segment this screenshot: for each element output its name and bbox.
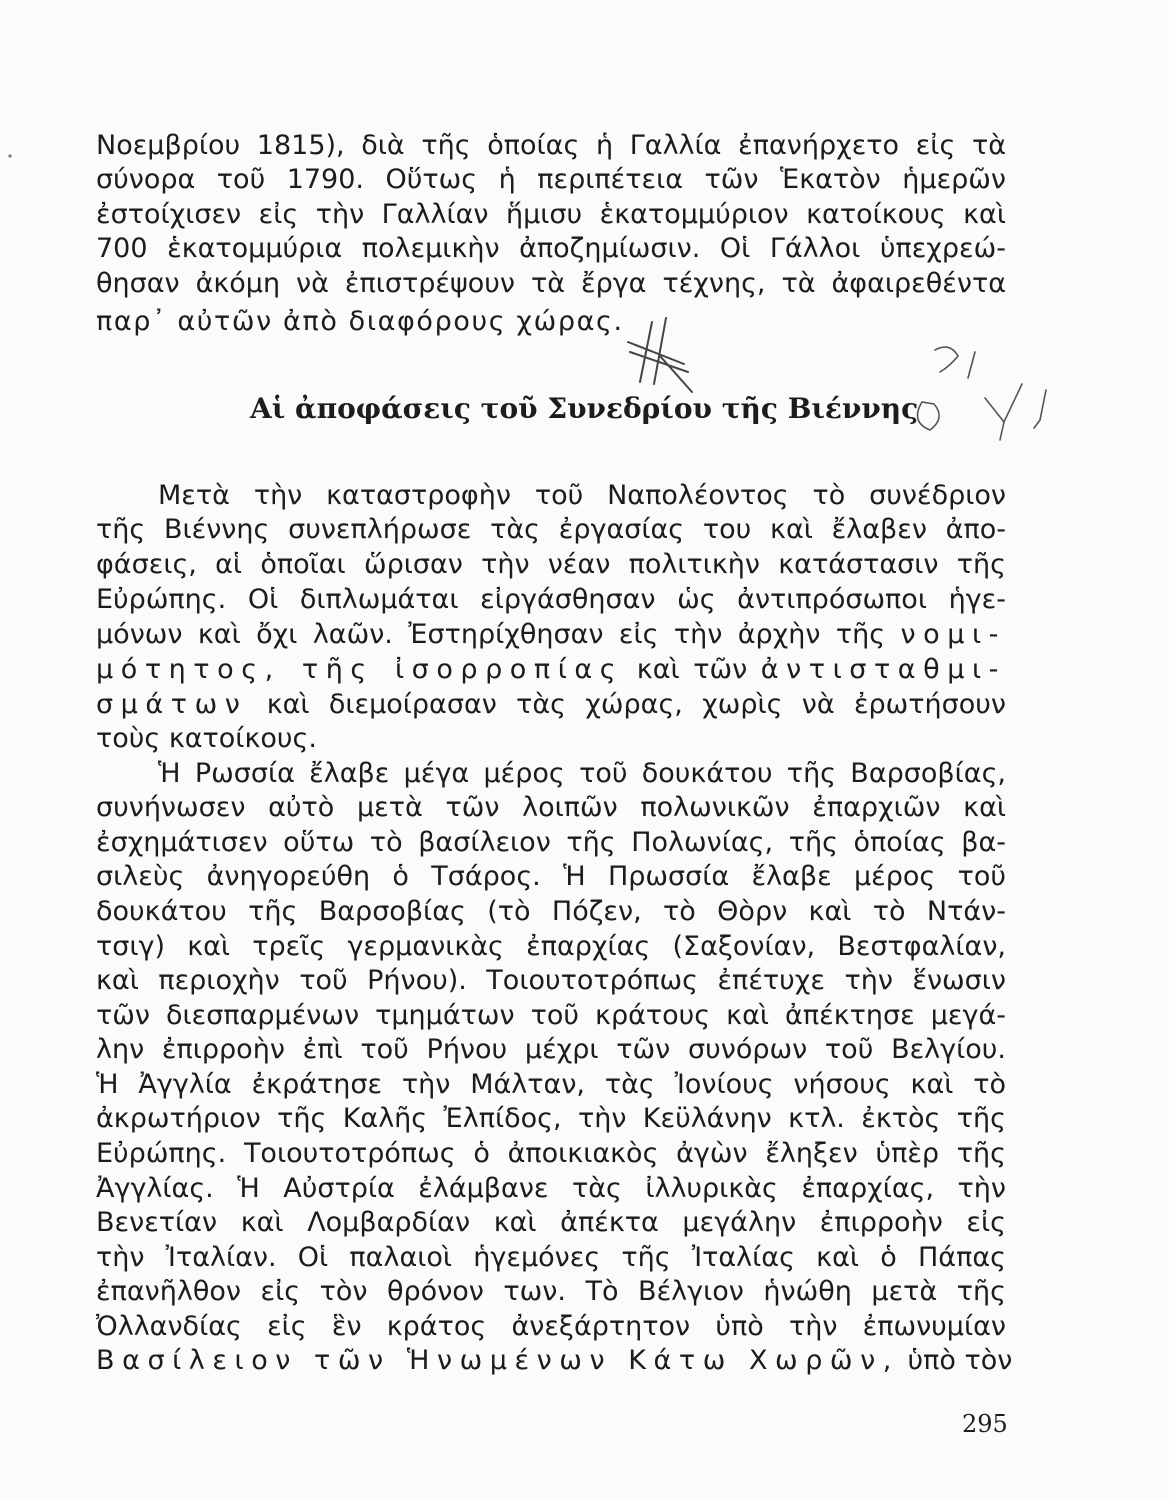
emphasized-text: Βασίλειον τῶν Ἡνωμένων Κάτω Χωρῶν, [96, 1345, 899, 1376]
text-line: Ἡ Ἀγγλία ἐκράτησε τὴν Μάλταν, τὰς Ἰονίους νήσους καὶ τὸ [96, 1069, 1006, 1100]
text-line [96, 618, 1006, 652]
text-line: Ἀγγλίας. Ἡ Αὐστρία ἐλάμβανε τὰς ἰλλυρικὰς ἐπαρχίας, τὴν [96, 1173, 1006, 1204]
text-run: μόνων καὶ ὄχι λαῶν. Ἐστηρίχθησαν εἰς τὴν ἀρχὴν τῆς [96, 619, 886, 650]
text-line: σύνορα τοῦ 1790. Οὕτως ἡ περιπέτεια τῶν Ἑκατὸν ἡμερῶν [96, 164, 1006, 195]
text-line: Μετὰ τὴν καταστροφὴν τοῦ Ναπολέοντος τὸ συνέδριον [158, 480, 1006, 511]
margin-scribble [918, 347, 1047, 440]
emphasized-text: σμάτων [96, 689, 248, 720]
text-line: Βενετίαν καὶ Λομβαρδίαν καὶ ἀπέκτα μεγάλην ἐπιρροὴν εἰς [96, 1207, 1006, 1238]
text-line: Νοεμβρίου 1815), διὰ τῆς ὁποίας ἡ Γαλλία ἐπανήρχετο εἰς τὰ [96, 130, 1006, 161]
text-line: τῆς Βιέννης συνεπλήρωσε τὰς ἐργασίας του καὶ ἔλαβεν ἀπο- [96, 514, 1006, 545]
text-line: τσιγ) καὶ τρεῖς γερμανικὰς ἐπαρχίας (Σαξονίαν, Βεστφαλίαν, [96, 931, 1006, 962]
emphasized-text: μότητος, τῆς ἰσορροπίας [96, 654, 624, 685]
text-line: δουκάτου τῆς Βαρσοβίας (τὸ Πόζεν, τὸ Θὸρν καὶ τὸ Ντάν- [96, 896, 1006, 927]
page-number: 295 [962, 1410, 1008, 1438]
text-line: Ὀλλανδίας εἰς ἓν κράτος ἀνεξάρτητον ὑπὸ τὴν ἐπωνυμίαν [96, 1311, 1006, 1342]
text-line: παρ᾽ αὐτῶν ἀπὸ διαφόρους χώρας. [96, 306, 624, 337]
emphasized-text: νομι- [900, 619, 1006, 650]
text-line: Ἡ Ρωσσία ἔλαβε μέγα μέρος τοῦ δουκάτου τῆς Βαρσοβίας, [158, 758, 1006, 789]
text-line: καὶ περιοχὴν τοῦ Ρήνου). Τοιουτοτρόπως ἐπέτυχε τὴν ἕνωσιν [96, 965, 1006, 996]
stray-dot [8, 154, 11, 157]
text-line: συνήνωσεν αὐτὸ μετὰ τῶν λοιπῶν πολωνικῶν ἐπαρχιῶν καὶ [96, 792, 1006, 823]
text-line [96, 653, 1006, 687]
text-line: τὴν Ἰταλίαν. Οἱ παλαιοὶ ἡγεμόνες τῆς Ἰταλίας καὶ ὁ Πάπας [96, 1242, 1006, 1273]
text-line: λην ἐπιρροὴν ἐπὶ τοῦ Ρήνου μέχρι τῶν συνόρων τοῦ Βελγίου. [96, 1034, 1006, 1065]
text-line: σιλεὺς ἀνηγορεύθη ὁ Τσάρος. Ἡ Πρωσσία ἔλαβε μέρος τοῦ [96, 861, 1006, 892]
text-run: ὑπὸ τὸν [907, 1345, 1013, 1376]
text-line [96, 688, 1006, 722]
section-heading: Αἱ ἀποφάσεις τοῦ Συνεδρίου τῆς Βιέννης [250, 392, 919, 425]
text-line: ἀκρωτήριον τῆς Καλῆς Ἐλπίδος, τὴν Κεϋλάνην κτλ. ἐκτὸς τῆς [96, 1103, 1006, 1134]
text-line: ἐπανῆλθον εἰς τὸν θρόνον των. Τὸ Βέλγιον ἡνώθη μετὰ τῆς [96, 1276, 1006, 1307]
text-line: τῶν διεσπαρμένων τμημάτων τοῦ κράτους καὶ ἀπέκτησε μεγά- [96, 1000, 1006, 1031]
text-run: καὶ τῶν [636, 654, 748, 685]
text-line: φάσεις, αἱ ὁποῖαι ὥρισαν τὴν νέαν πολιτικὴν κατάστασιν τῆς [96, 549, 1006, 580]
text-line: 700 ἑκατομμύρια πολεμικὴν ἀποζημίωσιν. Οἱ Γάλλοι ὑπεχρεώ- [96, 233, 1006, 264]
text-line: ἐστοίχισεν εἰς τὴν Γαλλίαν ἥμισυ ἑκατομμύριον κατοίκους καὶ [96, 199, 1006, 230]
text-line: ἐσχημάτισεν οὕτω τὸ βασίλειον τῆς Πολωνίας, τῆς ὁποίας βα- [96, 827, 1006, 858]
text-line [96, 1344, 1013, 1378]
text-line: θησαν ἀκόμη νὰ ἐπιστρέψουν τὰ ἔργα τέχνης, τὰ ἀφαιρεθέντα [96, 268, 1006, 299]
emphasized-text: ἀντισταθμι- [760, 654, 1006, 685]
text-line: Εὐρώπης. Οἱ διπλωμάται εἰργάσθησαν ὡς ἀντιπρόσωποι ἡγε- [96, 584, 1006, 615]
text-run: καὶ διεμοίρασαν τὰς χώρας, χωρὶς νὰ ἐρωτήσουν [266, 689, 1006, 720]
text-line: τοὺς κατοίκους. [96, 723, 317, 754]
text-line: Εὐρώπης. Τοιουτοτρόπως ὁ ἀποικιακὸς ἀγὼν ἔληξεν ὑπὲρ τῆς [96, 1138, 1006, 1169]
